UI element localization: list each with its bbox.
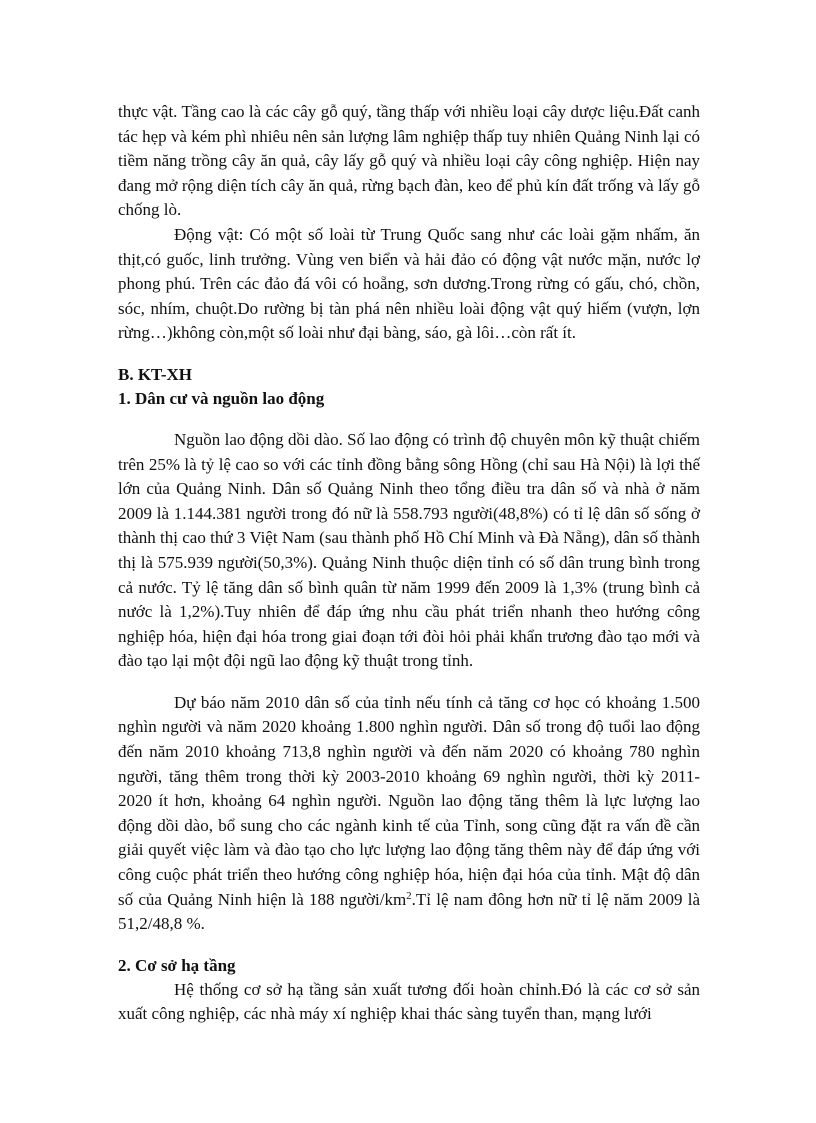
paragraph-fauna: Động vật: Có một số loài từ Trung Quốc sang như các loài gặm nhấm, ăn thịt,có guốc, linh trưởng. Vùng ven biển và hải đảo có động vật nước mặn, nước lợ phong phú. Trên các đảo đá vôi có hoẵng, sơn dương.Trong rừng có gấu, chó, chồn, sóc, nhím, chuột.Do rường bị tàn phá nên nhiều loài động vật quý hiếm (vượn, lợn rừng…)không còn,một số loài như đại bàng, sáo, gà lôi…còn rất ít.: [118, 224, 700, 343]
spacer: [118, 411, 700, 428]
document-page: [118, 100, 700, 1027]
paragraph-infrastructure: Hệ thống cơ sở hạ tầng sản xuất tương đối hoàn chỉnh.Đó là các cơ sở sản xuất công nghiệp, các nhà máy xí nghiệp khai thác sàng tuyển than, mạng lưới: [118, 979, 700, 1024]
paragraph-forecast: [118, 691, 700, 937]
spacer: [118, 674, 700, 691]
subsection-heading-population: 1. Dân cư và nguồn lao động: [118, 388, 325, 408]
superscript-two: 2: [406, 889, 412, 902]
paragraph-labor: Nguồn lao động dồi dào. Số lao động có trình độ chuyên môn kỹ thuật chiếm trên 25% là tỷ lệ cao so với các tỉnh đồng bằng sông Hồng (chỉ sau Hà Nội) là lợi thế lớn của Quảng Ninh. Dân số Quảng Ninh theo tổng điều tra dân số và nhà ở năm 2009 là 1.144.381 người trong đó nữ là 558.793 người(48,8%) có tỉ lệ dân số sống ở thành thị cao thứ 3 Việt Nam (sau thành phố Hồ Chí Minh và Đà Nẵng), dân số thành thị là 575.939 người(50,3%). Quảng Ninh thuộc diện tỉnh có số dân trung bình trong cả nước. Tỷ lệ tăng dân số bình quân từ năm 1999 đến 2009 là 1,3% (trung bình cả nước là 1,2%).Tuy nhiên để đáp ứng nhu cầu phát triển nhanh theo hướng công nghiệp hóa, hiện đại hóa trong giai đoạn tới đòi hỏi phải khẩn trương đào tạo mới và đào tạo lại một đội ngũ lao động kỹ thuật trong tỉnh.: [118, 429, 700, 671]
paragraph-flora: thực vật. Tầng cao là các cây gỗ quý, tầng thấp với nhiều loại cây dược liệu.Đất canh tác hẹp và kém phì nhiêu nên sản lượng lâm nghiệp thấp tuy nhiên Quảng Ninh lại có tiềm năng trồng cây ăn quả, cây lấy gỗ quý và nhiều loại cây công nghiệp. Hiện nay đang mở rộng diện tích cây ăn quả, rừng bạch đàn, keo để phủ kín đất trống và lấy gỗ chống lò.: [118, 102, 700, 220]
forecast-text: Dự báo năm 2010 dân số của tỉnh nếu tính cả tăng cơ học có khoảng 1.500 nghìn người và năm 2020 khoảng 1.800 nghìn người. Dân số trong độ tuổi lao động đến năm 2010 khoảng 713,8 nghìn người và đến năm 2020 có khoảng 780 nghìn người, tăng thêm trong thời kỳ 2003-2010 khoảng 69 nghìn người, thời kỳ 2011-2020 ít hơn, khoảng 64 nghìn người. Nguồn lao động tăng thêm là lực lượng lao động dồi dào, bổ sung cho các ngành kinh tế của Tỉnh, song cũng đặt ra vấn đề cần giải quyết việc làm và đào tạo cho lực lượng lao động tăng thêm này để đáp ứng với công cuộc phát triển theo hướng công nghiệp hóa, hiện đại hóa của tỉnh. Mật độ dân số của Quảng Ninh hiện là 188 người/km: [118, 692, 700, 909]
spacer: [118, 346, 700, 363]
forecast-tail: .Tỉ lệ nam đông hơn nữ tỉ lệ năm 2009 là 51,2/48,8 %.: [118, 889, 700, 934]
section-heading-b: B. KT-XH: [118, 364, 193, 384]
subsection-heading-infrastructure: 2. Cơ sở hạ tầng: [118, 955, 236, 975]
spacer: [118, 937, 700, 954]
